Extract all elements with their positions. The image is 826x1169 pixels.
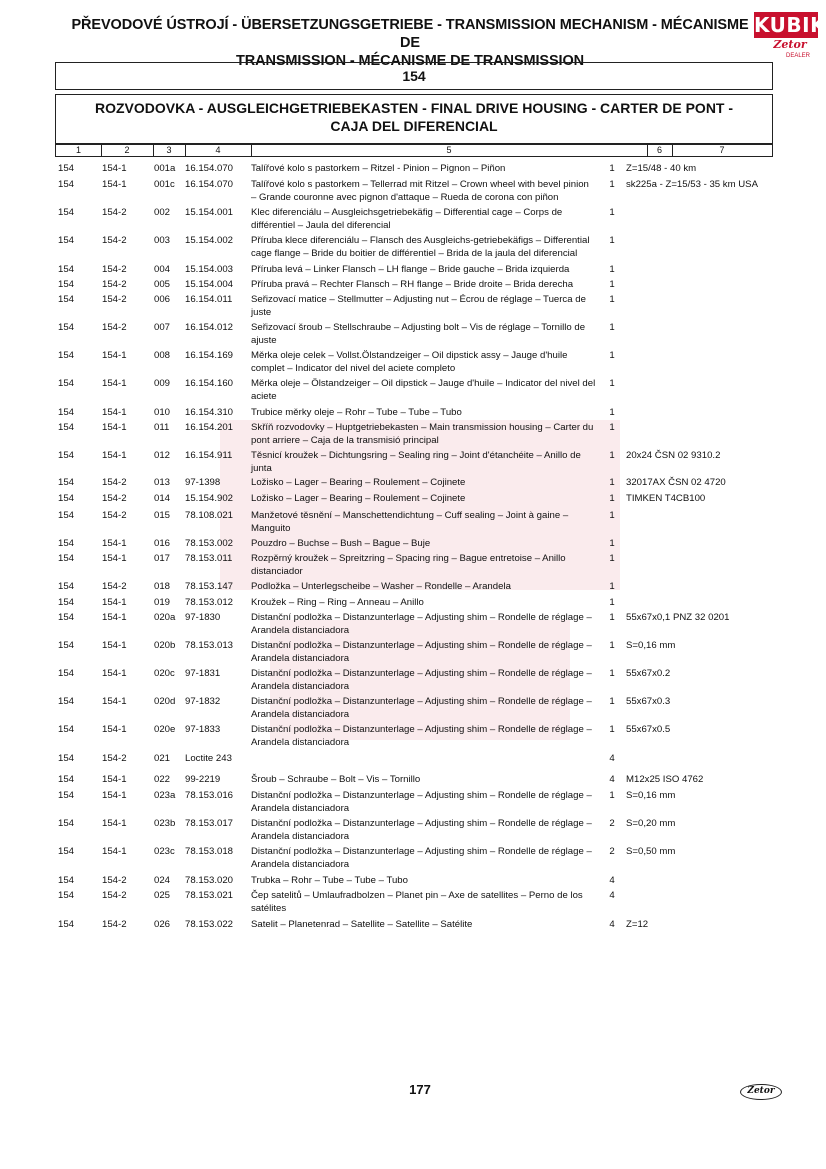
title-line-1: PŘEVODOVÉ ÚSTROJÍ - ÜBERSETZUNGSGETRIEBE - TRANSMISSION MECHANISM - MÉCANISME DE — [71, 17, 749, 51]
cell-position: 005 — [154, 279, 171, 290]
cell-quantity: 1 — [609, 279, 615, 290]
cell-part-number: 97-1830 — [185, 612, 221, 623]
cell-position: 002 — [154, 207, 171, 218]
cell-note: 55x67x0.3 — [626, 696, 671, 707]
cell-ref-no: 154 — [58, 179, 75, 190]
column-header-6: 6 — [647, 145, 673, 156]
cell-position: 025 — [154, 890, 171, 901]
cell-part-number: 16.154.911 — [185, 450, 233, 461]
cell-ref-no: 154 — [58, 774, 75, 785]
cell-description: Měrka oleje – Ölstandzeiger – Oil dipstick – Jauge d'huile – Indicator del nivel del aciete — [251, 378, 596, 402]
cell-part-number: 78.153.147 — [185, 581, 234, 592]
cell-part-number: 15.154.902 — [185, 493, 234, 504]
cell-note: 20x24 ČSN 02 9310.2 — [626, 450, 721, 461]
cell-group-no: 154-1 — [102, 422, 127, 433]
cell-group-no: 154-1 — [102, 696, 127, 707]
cell-ref-no: 154 — [58, 668, 75, 679]
cell-position: 003 — [154, 235, 171, 246]
section-number: 154 — [402, 68, 426, 84]
cell-quantity: 1 — [609, 264, 615, 275]
cell-group-no: 154-2 — [102, 753, 127, 764]
cell-description: Satelit – Planetenrad – Satellite – Satellite – Satélite — [251, 919, 473, 930]
column-header-1: 1 — [56, 145, 102, 156]
cell-part-number: 15.154.002 — [185, 235, 234, 246]
cell-group-no: 154-1 — [102, 350, 127, 361]
cell-ref-no: 154 — [58, 450, 75, 461]
cell-position: 015 — [154, 510, 171, 521]
cell-group-no: 154-1 — [102, 818, 127, 829]
cell-quantity: 1 — [609, 163, 615, 174]
cell-position: 017 — [154, 553, 171, 564]
cell-part-number: 97-1833 — [185, 724, 221, 735]
cell-group-no: 154-2 — [102, 477, 127, 488]
cell-ref-no: 154 — [58, 207, 75, 218]
cell-ref-no: 154 — [58, 640, 75, 651]
cell-note: M12x25 ISO 4762 — [626, 774, 704, 785]
cell-description: Trubka – Rohr – Tube – Tube – Tubo — [251, 875, 408, 886]
cell-part-number: 78.153.016 — [185, 790, 234, 801]
cell-group-no: 154-1 — [102, 790, 127, 801]
cell-quantity: 4 — [609, 890, 615, 901]
cell-note: 55x67x0.2 — [626, 668, 671, 679]
cell-part-number: 97-1832 — [185, 696, 221, 707]
cell-ref-no: 154 — [58, 264, 75, 275]
cell-description: Seřizovací matice – Stellmutter – Adjusting nut – Écrou de réglage – Tuerca de juste — [251, 294, 586, 318]
cell-part-number: 16.154.169 — [185, 350, 234, 361]
logo-zetor-text: Zetor — [773, 38, 807, 51]
cell-ref-no: 154 — [58, 553, 75, 564]
cell-quantity: 1 — [609, 696, 615, 707]
cell-note: 32017AX ČSN 02 4720 — [626, 477, 726, 488]
cell-ref-no: 154 — [58, 790, 75, 801]
cell-ref-no: 154 — [58, 890, 75, 901]
cell-quantity: 1 — [609, 450, 615, 461]
cell-part-number: 78.153.018 — [185, 846, 234, 857]
cell-position: 007 — [154, 322, 171, 333]
cell-ref-no: 154 — [58, 322, 75, 333]
cell-ref-no: 154 — [58, 753, 75, 764]
cell-quantity: 4 — [609, 753, 615, 764]
cell-group-no: 154-1 — [102, 450, 127, 461]
cell-group-no: 154-2 — [102, 875, 127, 886]
cell-ref-no: 154 — [58, 919, 75, 930]
cell-group-no: 154-2 — [102, 581, 127, 592]
cell-description: Distanční podložka – Distanzunterlage – Adjusting shim – Rondelle de réglage – Arandela distanciadora — [251, 818, 592, 842]
cell-ref-no: 154 — [58, 279, 75, 290]
cell-ref-no: 154 — [58, 612, 75, 623]
cell-part-number: Loctite 243 — [185, 753, 232, 764]
cell-ref-no: 154 — [58, 235, 75, 246]
cell-quantity: 4 — [609, 919, 615, 930]
cell-quantity: 1 — [609, 207, 615, 218]
cell-position: 021 — [154, 753, 171, 764]
cell-description: Distanční podložka – Distanzunterlage – Adjusting shim – Rondelle de réglage – Arandela distanciadora — [251, 724, 592, 748]
cell-position: 020b — [154, 640, 176, 651]
section-number-box — [55, 62, 773, 90]
cell-position: 010 — [154, 407, 171, 418]
cell-note: sk225a - Z=15/53 - 35 km USA — [626, 179, 758, 190]
cell-group-no: 154-1 — [102, 774, 127, 785]
cell-quantity: 1 — [609, 477, 615, 488]
cell-ref-no: 154 — [58, 163, 75, 174]
cell-quantity: 1 — [609, 378, 615, 389]
cell-position: 020c — [154, 668, 175, 679]
cell-position: 020d — [154, 696, 176, 707]
cell-ref-no: 154 — [58, 538, 75, 549]
cell-quantity: 1 — [609, 668, 615, 679]
cell-description: Distanční podložka – Distanzunterlage – Adjusting shim – Rondelle de réglage – Arandela distanciadora — [251, 790, 592, 814]
cell-position: 009 — [154, 378, 171, 389]
cell-description: Ložisko – Lager – Bearing – Roulement – Cojinete — [251, 477, 466, 488]
cell-description: Ložisko – Lager – Bearing – Roulement – Cojinete — [251, 493, 466, 504]
cell-group-no: 154-2 — [102, 264, 127, 275]
cell-ref-no: 154 — [58, 477, 75, 488]
cell-group-no: 154-2 — [102, 279, 127, 290]
cell-quantity: 1 — [609, 581, 615, 592]
cell-description: Distanční podložka – Distanzunterlage – Adjusting shim – Rondelle de réglage – Arandela distanciadora — [251, 640, 592, 664]
cell-note: S=0,50 mm — [626, 846, 676, 857]
cell-group-no: 154-1 — [102, 612, 127, 623]
cell-position: 023c — [154, 846, 175, 857]
cell-group-no: 154-2 — [102, 493, 127, 504]
cell-group-no: 154-2 — [102, 207, 127, 218]
cell-ref-no: 154 — [58, 407, 75, 418]
cell-description: Těsnicí kroužek – Dichtungsring – Sealing ring – Joint d'étanchéite – Anillo de junta — [251, 450, 581, 474]
cell-group-no: 154-1 — [102, 668, 127, 679]
cell-note: S=0,16 mm — [626, 640, 676, 651]
cell-description: Distanční podložka – Distanzunterlage – Adjusting shim – Rondelle de réglage – Arandela distanciadora — [251, 612, 592, 636]
logo-dealer-text: DEALER — [785, 53, 810, 59]
cell-ref-no: 154 — [58, 510, 75, 521]
cell-quantity: 1 — [609, 597, 615, 608]
cell-group-no: 154-1 — [102, 179, 127, 190]
cell-ref-no: 154 — [58, 378, 75, 389]
cell-description: Kroužek – Ring – Ring – Anneau – Anillo — [251, 597, 424, 608]
cell-description: Distanční podložka – Distanzunterlage – Adjusting shim – Rondelle de réglage – Arandela distanciadora — [251, 846, 592, 870]
cell-position: 018 — [154, 581, 171, 592]
cell-quantity: 1 — [609, 538, 615, 549]
logo-kubik-text: KUBIK — [754, 13, 826, 37]
cell-ref-no: 154 — [58, 846, 75, 857]
cell-ref-no: 154 — [58, 294, 75, 305]
cell-description: Seřizovací šroub – Stellschraube – Adjusting bolt – Vis de réglage – Tornillo de ajuste — [251, 322, 586, 346]
cell-quantity: 1 — [609, 640, 615, 651]
cell-description: Příruba pravá – Rechter Flansch – RH flange – Bride droite – Brida derecha — [251, 279, 574, 290]
cell-part-number: 15.154.003 — [185, 264, 234, 275]
cell-part-number: 99-2219 — [185, 774, 221, 785]
column-header-7: 7 — [719, 145, 725, 155]
cell-description: Manžetové těsnění – Manschettendichtung – Cuff sealing – Joint à gaine – Manguito — [251, 510, 569, 534]
cell-position: 026 — [154, 919, 171, 930]
cell-part-number: 78.153.013 — [185, 640, 234, 651]
cell-position: 013 — [154, 477, 171, 488]
cell-note: 55x67x0,1 PNZ 32 0201 — [626, 612, 730, 623]
group-title-box — [55, 94, 773, 144]
cell-description: Trubice měrky oleje – Rohr – Tube – Tube – Tubo — [251, 407, 462, 418]
zetor-footer-logo: Zetor — [740, 1084, 782, 1100]
cell-quantity: 1 — [609, 407, 615, 418]
cell-quantity: 1 — [609, 493, 615, 504]
cell-group-no: 154-2 — [102, 294, 127, 305]
cell-description: Skříň rozvodovky – Huptgetriebekasten – Main transmission housing – Carter du pont arriere – Caja de la transmisió principal — [251, 422, 594, 446]
cell-part-number: 15.154.001 — [185, 207, 234, 218]
cell-part-number: 78.153.017 — [185, 818, 234, 829]
cell-part-number: 78.153.011 — [185, 553, 233, 564]
cell-quantity: 4 — [609, 875, 615, 886]
cell-position: 004 — [154, 264, 171, 275]
cell-ref-no: 154 — [58, 350, 75, 361]
cell-group-no: 154-1 — [102, 378, 127, 389]
cell-note: S=0,16 mm — [626, 790, 676, 801]
cell-ref-no: 154 — [58, 818, 75, 829]
cell-position: 006 — [154, 294, 171, 305]
column-header-5: 5 — [251, 145, 648, 156]
cell-description: Pouzdro – Buchse – Bush – Bague – Buje — [251, 538, 431, 549]
cell-note: Z=15/48 - 40 km — [626, 163, 697, 174]
cell-description: Distanční podložka – Distanzunterlage – Adjusting shim – Rondelle de réglage – Arandela distanciadora — [251, 696, 592, 720]
cell-quantity: 1 — [609, 553, 615, 564]
cell-description: Podložka – Unterlegscheibe – Washer – Rondelle – Arandela — [251, 581, 511, 592]
cell-quantity: 2 — [609, 818, 615, 829]
cell-part-number: 97-1398 — [185, 477, 221, 488]
cell-group-no: 154-1 — [102, 553, 127, 564]
cell-position: 023a — [154, 790, 176, 801]
cell-group-no: 154-1 — [102, 163, 127, 174]
cell-part-number: 78.153.002 — [185, 538, 234, 549]
cell-position: 020e — [154, 724, 176, 735]
cell-quantity: 1 — [609, 350, 615, 361]
cell-quantity: 1 — [609, 179, 615, 190]
cell-position: 020a — [154, 612, 176, 623]
cell-description: Čep satelitů – Umlaufradbolzen – Planet pin – Axe de satellites – Perno de los satélites — [251, 890, 583, 914]
cell-quantity: 1 — [609, 322, 615, 333]
cell-position: 012 — [154, 450, 171, 461]
cell-part-number: 16.154.070 — [185, 179, 234, 190]
cell-position: 008 — [154, 350, 171, 361]
cell-description: Talířové kolo s pastorkem – Tellerrad mit Ritzel – Crown wheel with bevel pinion – Grande couronne avec pignon d'attaque – Rueda de corona con piñon — [251, 179, 589, 203]
cell-group-no: 154-1 — [102, 846, 127, 857]
title-line-2: TRANSMISSION - MÉCANISME DE TRANSMISSION — [235, 53, 585, 69]
cell-group-no: 154-2 — [102, 890, 127, 901]
cell-part-number: 16.154.201 — [185, 422, 234, 433]
cell-part-number: 16.154.310 — [185, 407, 234, 418]
cell-quantity: 2 — [609, 846, 615, 857]
cell-position: 019 — [154, 597, 171, 608]
cell-note: Z=12 — [626, 919, 649, 930]
cell-quantity: 1 — [609, 235, 615, 246]
cell-description: Rozpěrný kroužek – Spreitzring – Spacing ring – Bague entretoise – Anillo distanciador — [251, 553, 566, 577]
column-header-row — [55, 144, 773, 157]
cell-description: Šroub – Schraube – Bolt – Vis – Tornillo — [251, 774, 421, 785]
cell-ref-no: 154 — [58, 581, 75, 592]
column-header-2: 2 — [101, 145, 154, 156]
column-header-4: 4 — [185, 145, 252, 156]
cell-position: 001c — [154, 179, 175, 190]
cell-position: 001a — [154, 163, 176, 174]
kubik-zetor-dealer-logo — [754, 12, 826, 62]
cell-position: 011 — [154, 422, 170, 433]
page-number: 177 — [409, 1082, 431, 1097]
cell-quantity: 4 — [609, 774, 615, 785]
cell-quantity: 1 — [609, 790, 615, 801]
cell-part-number: 16.154.160 — [185, 378, 234, 389]
cell-quantity: 1 — [609, 510, 615, 521]
cell-group-no: 154-1 — [102, 724, 127, 735]
cell-quantity: 1 — [609, 612, 615, 623]
cell-group-no: 154-1 — [102, 407, 127, 418]
cell-description: Měrka oleje celek – Vollst.Ölstandzeiger – Oil dipstick assy – Jauge d'huile complet – Indicator del nivel del aciete completo — [251, 350, 568, 374]
cell-part-number: 15.154.004 — [185, 279, 234, 290]
cell-ref-no: 154 — [58, 422, 75, 433]
cell-ref-no: 154 — [58, 597, 75, 608]
cell-position: 014 — [154, 493, 171, 504]
cell-position: 024 — [154, 875, 171, 886]
cell-part-number: 78.153.012 — [185, 597, 234, 608]
column-header-3: 3 — [153, 145, 186, 156]
cell-ref-no: 154 — [58, 696, 75, 707]
cell-group-no: 154-2 — [102, 510, 127, 521]
cell-part-number: 78.153.021 — [185, 890, 234, 901]
cell-note: TIMKEN T4CB100 — [626, 493, 706, 504]
cell-position: 022 — [154, 774, 171, 785]
cell-ref-no: 154 — [58, 493, 75, 504]
cell-group-no: 154-1 — [102, 538, 127, 549]
cell-part-number: 78.108.021 — [185, 510, 234, 521]
cell-group-no: 154-1 — [102, 597, 127, 608]
cell-ref-no: 154 — [58, 875, 75, 886]
cell-note: 55x67x0.5 — [626, 724, 671, 735]
cell-part-number: 16.154.012 — [185, 322, 234, 333]
cell-part-number: 16.154.070 — [185, 163, 234, 174]
cell-position: 016 — [154, 538, 171, 549]
cell-description: Příruba levá – Linker Flansch – LH flange – Bride gauche – Brida izquierda — [251, 264, 570, 275]
cell-quantity: 1 — [609, 724, 615, 735]
cell-group-no: 154-2 — [102, 322, 127, 333]
cell-description: Talířové kolo s pastorkem – Ritzel - Pinion – Pignon – Piñon — [251, 163, 506, 174]
cell-part-number: 78.153.020 — [185, 875, 234, 886]
cell-position: 023b — [154, 818, 176, 829]
cell-quantity: 1 — [609, 294, 615, 305]
cell-description: Klec diferenciálu – Ausgleichsgetriebekäfig – Differential cage – Corps de différentiel – Jaula del diferencial — [251, 207, 563, 231]
cell-group-no: 154-2 — [102, 235, 127, 246]
cell-part-number: 78.153.022 — [185, 919, 234, 930]
cell-group-no: 154-1 — [102, 640, 127, 651]
cell-note: S=0,20 mm — [626, 818, 676, 829]
group-title: ROZVODOVKA - AUSGLEICHGETRIEBEKASTEN - FINAL DRIVE HOUSING - CARTER DE PONT - CAJA DEL DIFERENCIAL — [94, 100, 734, 134]
cell-group-no: 154-2 — [102, 919, 127, 930]
cell-ref-no: 154 — [58, 724, 75, 735]
cell-description: Distanční podložka – Distanzunterlage – Adjusting shim – Rondelle de réglage – Arandela distanciadora — [251, 668, 592, 692]
cell-part-number: 16.154.011 — [185, 294, 233, 305]
cell-description: Příruba klece diferenciálu – Flansch des Ausgleichs-getriebekäfigs – Differential cage flange – Bride du boitier de différentiel – Brida de la jaula del diferencial — [251, 235, 590, 259]
cell-part-number: 97-1831 — [185, 668, 221, 679]
cell-quantity: 1 — [609, 422, 615, 433]
